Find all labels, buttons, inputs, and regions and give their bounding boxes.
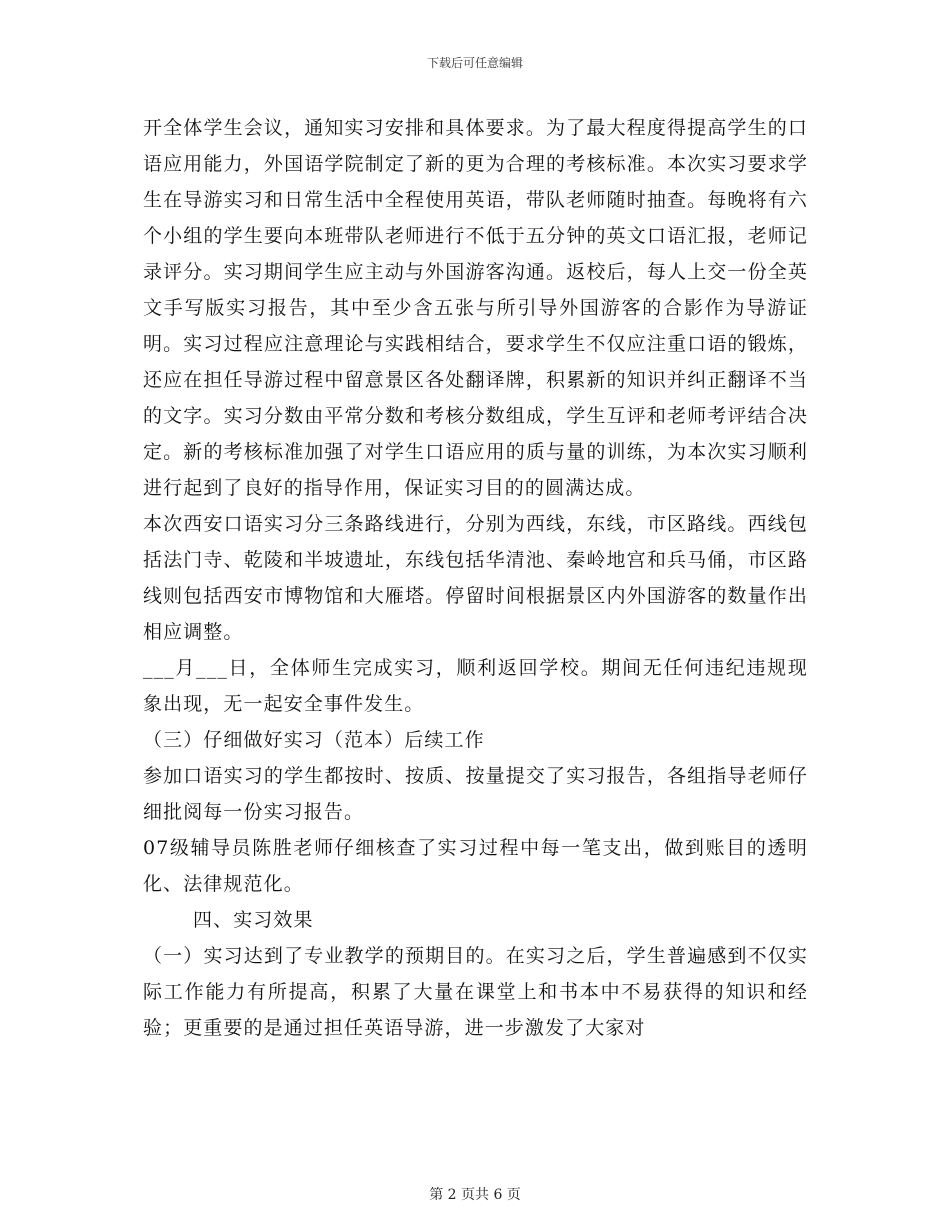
- paragraph-return: ___月___日，全体师生完成实习，顺利返回学校。期间无任何违纪违规现象出现，无一起安全事件发生。: [143, 657, 808, 715]
- section-heading-follow-up: （三）仔细做好实习（范本）后续工作: [143, 729, 485, 751]
- paragraph-effects-1: （一）实习达到了专业教学的预期目的。在实习之后，学生普遍感到不仅实际工作能力有所提高，积累了大量在课堂上和书本中不易获得的知识和经验；更重要的是通过担任英语导游，进一步激发了大家对: [143, 945, 808, 1039]
- document-body: [143, 110, 808, 1046]
- paragraph-routes: 本次西安口语实习分三条路线进行，分别为西线，东线，市区路线。西线包括法门寺、乾陵和半坡遗址，东线包括华清池、秦岭地宫和兵马俑，市区路线则包括西安市博物馆和大雁塔。停留时间根据景区内外国游客的数量作出相应调整。: [143, 513, 808, 643]
- section-heading-effects: 四、实习效果: [193, 909, 314, 931]
- paragraph-assessment-standard: 开全体学生会议，通知实习安排和具体要求。为了最大程度得提高学生的口语应用能力，外国语学院制定了新的更为合理的考核标准。本次实习要求学生在导游实习和日常生活中全程使用英语，带队老师随时抽查。每晚将有六个小组的学生要向本班带队老师进行不低于五分钟的英文口语汇报，老师记录评分。实习期间学生应主动与外国游客沟通。返校后，每人上交一份全英文手写版实习报告，其中至少含五张与所引导外国游客的合影作为导游证明。实习过程应注意理论与实践相结合，要求学生不仅应注重口语的锻炼，还应在担任导游过程中留意景区各处翻译牌，积累新的知识并纠正翻译不当的文字。实习分数由平常分数和考核分数组成，学生互评和老师考评结合决定。新的考核标准加强了对学生口语应用的质与量的训练，为本次实习顺利进行起到了良好的指导作用，保证实习目的的圆满达成。: [143, 117, 808, 499]
- paragraph-expenses: 07级辅导员陈胜老师仔细核查了实习过程中每一笔支出，做到账目的透明化、法律规范化。: [143, 837, 808, 895]
- page-header: 下载后可任意编辑: [426, 56, 523, 70]
- paragraph-reports: 参加口语实习的学生都按时、按质、按量提交了实习报告，各组指导老师仔细批阅每一份实习报告。: [143, 765, 808, 823]
- page-number: 第 2 页共 6 页: [429, 1187, 521, 1203]
